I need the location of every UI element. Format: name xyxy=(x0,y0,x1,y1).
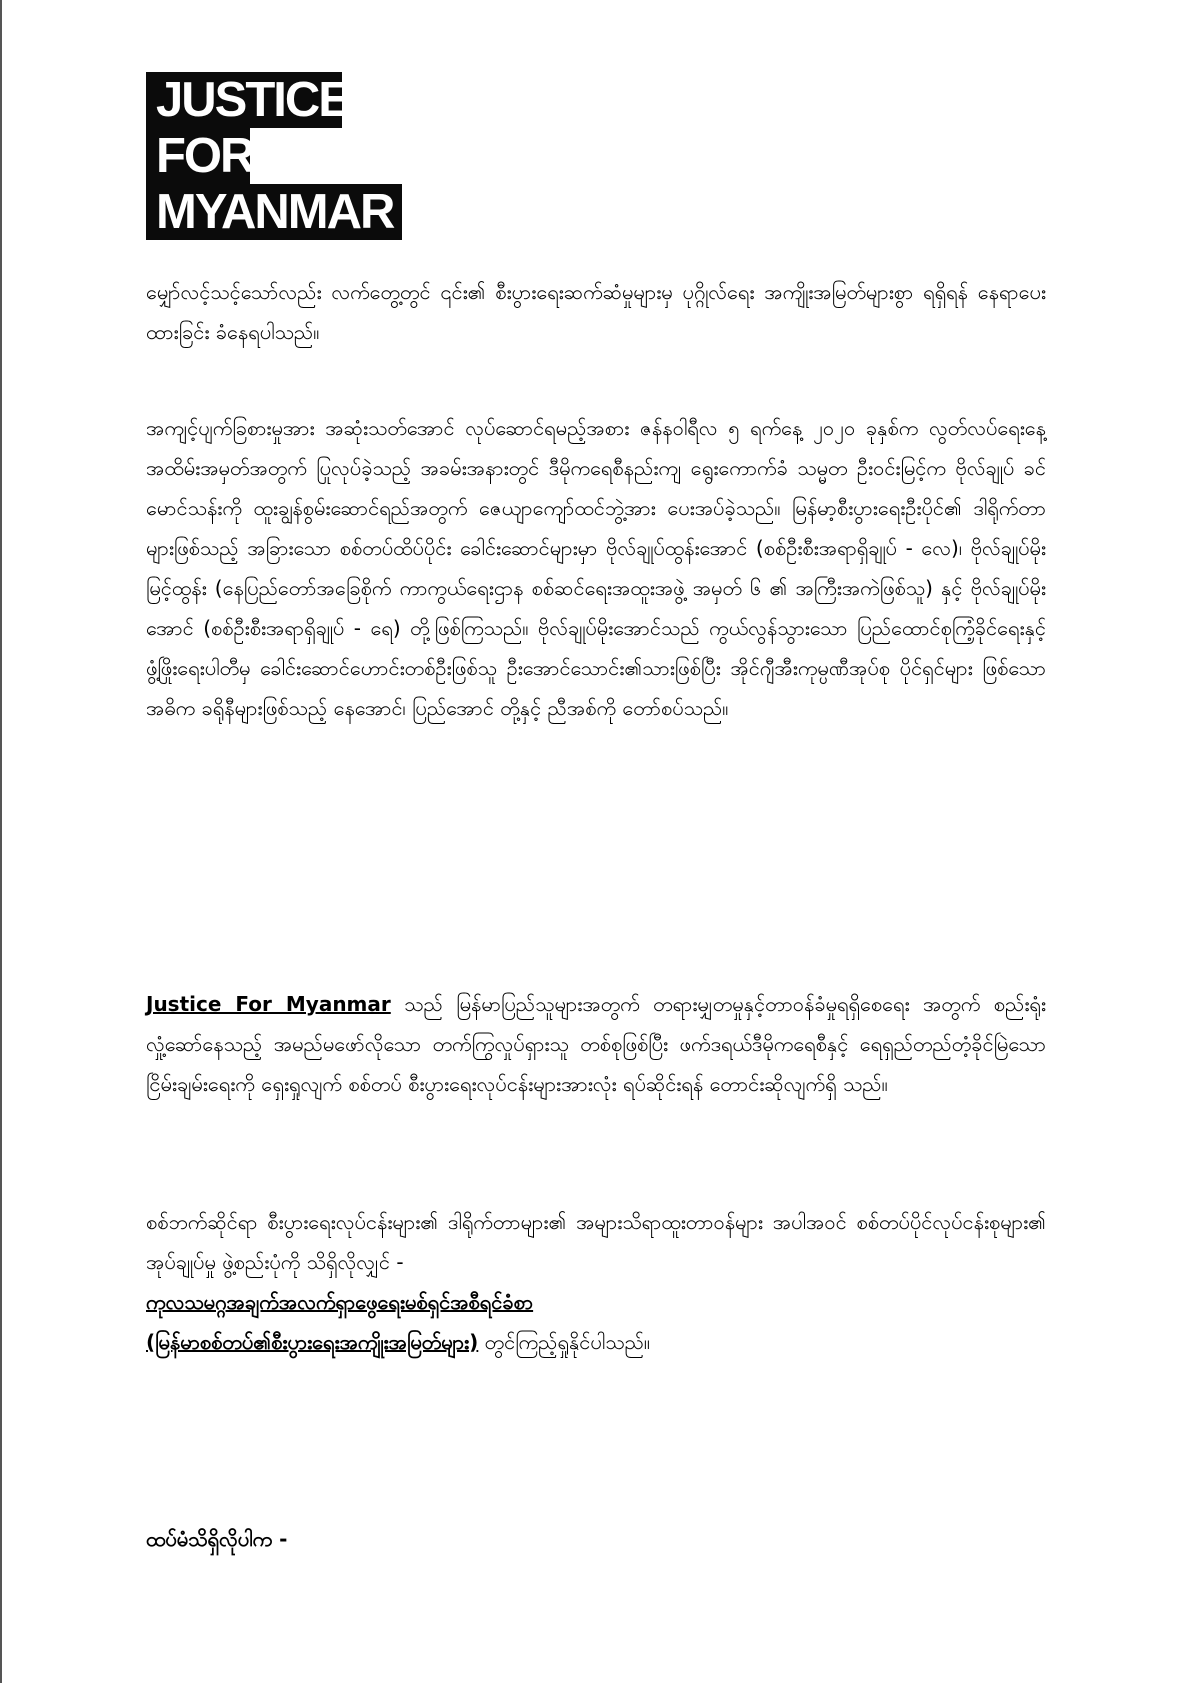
logo-line-justice: JUSTICE xyxy=(146,72,342,128)
contact-heading: ထပ်မံသိရှိလိုပါက - xyxy=(146,1527,288,1551)
page-left-border xyxy=(0,0,2,1683)
jfm-link[interactable]: Justice For Myanmar xyxy=(146,992,391,1016)
paragraph-about-jfm-text: သည် မြန်မာပြည်သူများအတွက် တရားမျှတမှုနှင့်တာဝန်ခံမှုရရှိစေရေး အတွက် စည်းရုံးလှုံ့ဆော်နေသည့် အမည်မဖော်လိုသော တက်ကြွလှုပ်ရှားသူ တစ်စုဖြစ်ပြီး ဖက်ဒရယ်ဒီမိုကရေစီနှင့် ရေရှည်တည်တံ့ခိုင်မြဲသော ငြိမ်းချမ်းရေးကို ရှေးရှုလျက် စစ်တပ် စီးပွားရေးလုပ်ငန်းများအားလုံး ရပ်ဆိုင်းရန် တောင်းဆိုလျက်ရှိ သည်။ xyxy=(146,992,1046,1096)
paragraph-reference xyxy=(146,1202,1046,1362)
paragraph-about-jfm xyxy=(146,984,1046,1104)
justice-for-myanmar-logo xyxy=(146,72,402,240)
paragraph-award: အကျင့်ပျက်ခြစားမှုအား အဆုံးသတ်အောင် လုပ်ဆောင်ရမည့်အစား ဇန်နဝါရီလ ၅ ရက်နေ့ ၂၀၂၀ ခုနှစ်က လွတ်လပ်ရေးနေ့အထိမ်းအမှတ်အတွက် ပြုလုပ်ခဲ့သည့် အခမ်းအနားတွင် ဒီမိုကရေစီနည်းကျ ရွေးကောက်ခံ သမ္မတ ဦးဝင်းမြင့်က ဗိုလ်ချုပ် ခင်မောင်သန်းကို ထူးချွန်စွမ်းဆောင်ရည်အတွက် ဇေယျာကျော်ထင်ဘွဲ့အား ပေးအပ်ခဲ့သည်။ မြန်မာ့စီးပွားရေးဦးပိုင်၏ ဒါရိုက်တာများဖြစ်သည့် အခြားသော စစ်တပ်ထိပ်ပိုင်း ခေါင်းဆောင်များမှာ ဗိုလ်ချုပ်ထွန်းအောင် (စစ်ဦးစီးအရာရှိချုပ် - လေ)၊ ဗိုလ်ချုပ်မိုးမြင့်ထွန်း (နေပြည်တော်အခြေစိုက် ကာကွယ်ရေးဌာန စစ်ဆင်ရေးအထူးအဖွဲ့ အမှတ် ၆ ၏ အကြီးအကဲဖြစ်သူ) နှင့် ဗိုလ်ချုပ်မိုးအောင် (စစ်ဦးစီးအရာရှိချုပ် - ရေ) တို့ဖြစ်ကြသည်။ ဗိုလ်ချုပ်မိုးအောင်သည် ကွယ်လွန်သွားသော ပြည်ထောင်စုကြံ့ခိုင်ရေးနှင့် ဖွံ့ဖြိုးရေးပါတီမှ ခေါင်းဆောင်ဟောင်းတစ်ဦးဖြစ်သူ ဦးအောင်သောင်း၏သားဖြစ်ပြီး အိုင်ဂျီအီးကုမ္ပဏီအုပ်စု ပိုင်ရှင်များ ဖြစ်သော အဓိက ခရိုနီများဖြစ်သည့် နေအောင်၊ ပြည်အောင် တို့နှင့် ညီအစ်ကို တော်စပ်သည်။ xyxy=(146,416,1046,720)
paragraph-intro: မျှော်လင့်သင့်သော်လည်း လက်တွေ့တွင် ၎င်း၏ စီးပွားရေးဆက်ဆံမှုများမှ ပုဂ္ဂိုလ်ရေး အကျိုးအမြတ်များစွာ ရရှိရန် နေရာပေးထားခြင်း ခံနေရပါသည်။ xyxy=(146,280,1046,344)
logo-line-for: FOR xyxy=(146,128,250,184)
paragraph-reference-text: စစ်ဘက်ဆိုင်ရာ စီးပွားရေးလုပ်ငန်းများ၏ ဒါရိုက်တာများ၏ အများသိရာထူးတာဝန်များ အပါအဝင် စစ်တပ်ပိုင်လုပ်ငန်းစုများ၏ အုပ်ချုပ်မှု ဖွဲ့စည်းပုံကို သိရှိလိုလျှင် - xyxy=(146,1210,1046,1274)
un-report-subtitle-link[interactable]: (မြန်မာစစ်တပ်၏စီးပွားရေးအကျိုးအမြတ်များ) xyxy=(146,1330,479,1354)
un-report-link[interactable]: ကုလသမဂ္ဂအချက်အလက်ရှာဖွေရေးမစ်ရှင်အစီရင်ခံစာ xyxy=(146,1290,534,1314)
paragraph-reference-tail: တွင်ကြည့်ရှုနိုင်ပါသည်။ xyxy=(478,1330,650,1354)
logo-line-myanmar: MYANMAR xyxy=(146,184,402,240)
